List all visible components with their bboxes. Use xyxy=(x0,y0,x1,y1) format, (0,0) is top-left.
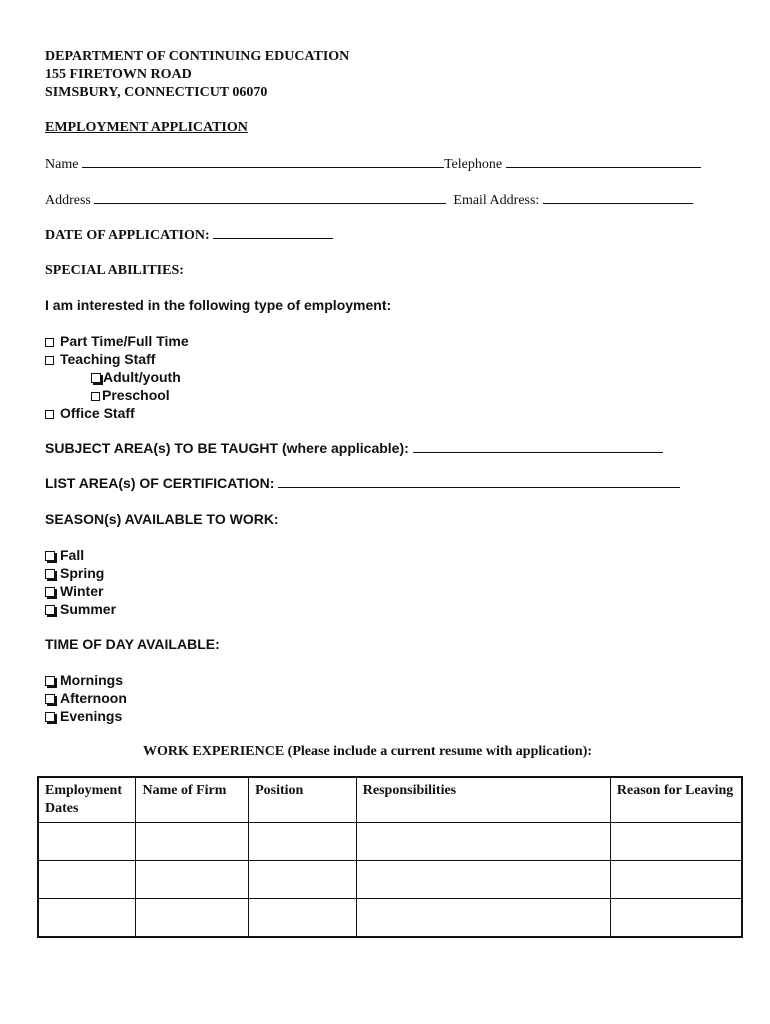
time-afternoon[interactable]: Afternoon xyxy=(45,689,127,707)
street-address: 155 FIRETOWN ROAD xyxy=(45,67,192,82)
subject-label: SUBJECT AREA(s) TO BE TAUGHT (where applicable): xyxy=(45,440,409,456)
checkbox-icon[interactable] xyxy=(45,676,55,686)
work-experience-table xyxy=(37,776,743,938)
option-preschool[interactable]: Preschool xyxy=(91,386,170,404)
season-winter[interactable]: Winter xyxy=(45,582,103,600)
certification-label: LIST AREA(s) OF CERTIFICATION: xyxy=(45,475,275,491)
option-office-staff[interactable]: Office Staff xyxy=(45,404,135,422)
department-name: DEPARTMENT OF CONTINUING EDUCATION xyxy=(45,49,350,64)
table-cell[interactable] xyxy=(38,899,136,938)
certification-row xyxy=(45,475,680,491)
checkbox-icon[interactable] xyxy=(91,392,100,401)
option-adult-youth[interactable]: Adult/youth xyxy=(91,368,181,386)
season-spring[interactable]: Spring xyxy=(45,564,104,582)
telephone-label: Telephone xyxy=(443,157,503,172)
address-label: Address xyxy=(45,193,91,208)
column-header: Employment Dates xyxy=(38,777,136,823)
work-experience-heading: WORK EXPERIENCE (Please include a current resume with application): xyxy=(143,744,593,759)
table-cell[interactable] xyxy=(249,899,357,938)
checkbox-icon[interactable] xyxy=(45,587,55,597)
table-cell[interactable] xyxy=(249,823,357,861)
table-cell[interactable] xyxy=(38,823,136,861)
table-cell[interactable] xyxy=(38,861,136,899)
date-row xyxy=(45,226,333,245)
telephone-field[interactable] xyxy=(506,155,701,168)
table-row xyxy=(38,861,742,899)
option-part-full-time[interactable]: Part Time/Full Time xyxy=(45,332,189,350)
table-cell[interactable] xyxy=(356,861,610,899)
season-summer[interactable]: Summer xyxy=(45,600,116,618)
checkbox-icon[interactable] xyxy=(45,410,54,419)
form-title: EMPLOYMENT APPLICATION xyxy=(45,120,248,135)
checkbox-icon[interactable] xyxy=(45,605,55,615)
column-header: Reason for Leaving xyxy=(610,777,742,823)
checkbox-icon[interactable] xyxy=(91,373,101,383)
table-cell[interactable] xyxy=(610,899,742,938)
name-row xyxy=(45,155,701,173)
table-header-row xyxy=(38,777,742,823)
subject-row xyxy=(45,440,663,456)
date-field[interactable] xyxy=(213,226,333,239)
date-label: DATE OF APPLICATION: xyxy=(45,228,210,243)
table-row xyxy=(38,823,742,861)
table-cell[interactable] xyxy=(356,899,610,938)
name-field[interactable] xyxy=(82,155,444,168)
special-abilities-label: SPECIAL ABILITIES: xyxy=(45,263,184,278)
employment-heading: I am interested in the following type of employment: xyxy=(45,297,392,313)
table-cell[interactable] xyxy=(136,899,249,938)
address-row xyxy=(45,191,693,209)
table-cell[interactable] xyxy=(136,823,249,861)
checkbox-icon[interactable] xyxy=(45,338,54,347)
table-row xyxy=(38,899,742,938)
address-field[interactable] xyxy=(94,191,446,204)
checkbox-icon[interactable] xyxy=(45,712,55,722)
checkbox-icon[interactable] xyxy=(45,356,54,365)
subject-field[interactable] xyxy=(413,440,663,453)
checkbox-icon[interactable] xyxy=(45,551,55,561)
name-label: Name xyxy=(45,157,79,172)
seasons-heading: SEASON(s) AVAILABLE TO WORK: xyxy=(45,511,279,527)
table-cell[interactable] xyxy=(356,823,610,861)
option-teaching-staff[interactable]: Teaching Staff xyxy=(45,350,155,368)
email-label: Email Address: xyxy=(453,193,540,208)
checkbox-icon[interactable] xyxy=(45,694,55,704)
email-field[interactable] xyxy=(543,191,693,204)
table-cell[interactable] xyxy=(610,861,742,899)
time-heading: TIME OF DAY AVAILABLE: xyxy=(45,636,220,652)
time-mornings[interactable]: Mornings xyxy=(45,671,123,689)
checkbox-icon[interactable] xyxy=(45,569,55,579)
table-cell[interactable] xyxy=(249,861,357,899)
column-header: Responsibilities xyxy=(356,777,610,823)
season-fall[interactable]: Fall xyxy=(45,546,84,564)
table-cell[interactable] xyxy=(136,861,249,899)
column-header: Name of Firm xyxy=(136,777,249,823)
time-evenings[interactable]: Evenings xyxy=(45,707,122,725)
table-cell[interactable] xyxy=(610,823,742,861)
column-header: Position xyxy=(249,777,357,823)
certification-field[interactable] xyxy=(278,475,680,488)
city-state-zip: SIMSBURY, CONNECTICUT 06070 xyxy=(45,85,268,100)
